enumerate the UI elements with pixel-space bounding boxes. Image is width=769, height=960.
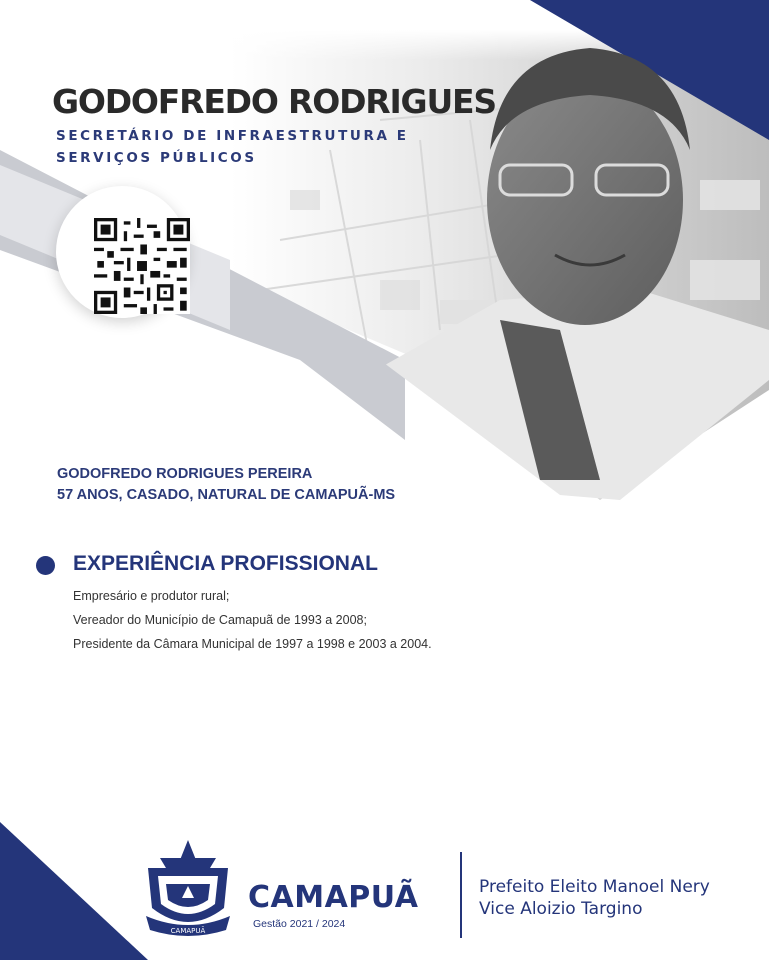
experience-item: Vereador do Município de Camapuã de 1993 a 2008; (73, 613, 367, 627)
term-label: Gestão 2021 / 2024 (253, 918, 346, 930)
bullet-dot-icon (36, 556, 55, 575)
portrait-photo (300, 0, 769, 500)
municipal-crest-icon (140, 838, 236, 942)
role-line-2: SERVIÇOS PÚBLICOS (56, 150, 257, 166)
person-name-title: GODOFREDO RODRIGUES (52, 82, 496, 121)
city-brand: CAMAPUÃ (248, 880, 419, 915)
bio-details: 57 ANOS, CASADO, NATURAL DE CAMAPUÃ-MS (57, 487, 396, 503)
experience-title: EXPERIÊNCIA PROFISSIONAL (73, 552, 378, 575)
navy-corner-bottom (0, 822, 148, 960)
experience-item: Empresário e produtor rural; (73, 589, 230, 603)
bio-full-name: GODOFREDO RODRIGUES PEREIRA (57, 466, 313, 482)
person-role (56, 125, 409, 169)
vice-line: Vice Aloizio Targino (479, 899, 643, 919)
crest-banner-text: CAMAPUÃ (170, 927, 206, 935)
administration-block (479, 876, 710, 920)
bio-block (57, 464, 395, 506)
qr-code-badge (56, 186, 188, 318)
role-line-1: SECRETÁRIO DE INFRAESTRUTURA E (56, 128, 409, 144)
mayor-line: Prefeito Eleito Manoel Nery (479, 877, 710, 897)
footer-divider (460, 852, 462, 938)
experience-item: Presidente da Câmara Municipal de 1997 a 1998 e 2003 a 2004. (73, 637, 432, 651)
experience-list (73, 584, 432, 656)
qr-code-icon (94, 218, 190, 314)
